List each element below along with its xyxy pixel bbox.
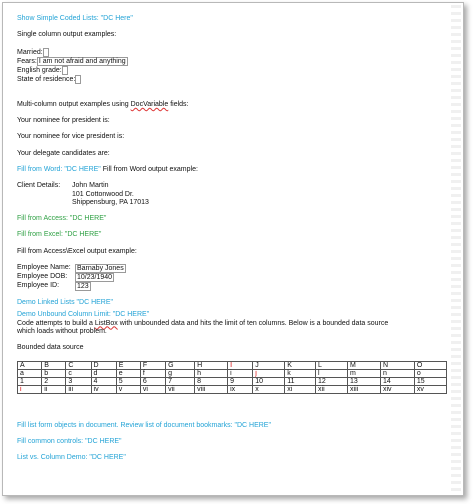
employee-name-row — [17, 264, 447, 273]
fears-row — [17, 57, 447, 66]
table-cell: f — [140, 369, 165, 377]
single-column-intro: Single column output examples: — [17, 31, 117, 39]
delegate-candidates: Your delegate candidates are: — [17, 149, 110, 157]
table-cell: 11 — [285, 377, 316, 385]
table-cell: 7 — [166, 377, 195, 385]
employee-dob-field[interactable]: 10/23/1940 — [77, 274, 113, 282]
table-cell: m — [348, 369, 381, 377]
table-cell: 4 — [91, 377, 116, 385]
table-cell: 10 — [253, 377, 285, 385]
state-label: State of residence: — [17, 76, 76, 84]
document-body — [17, 15, 447, 462]
english-row — [17, 66, 447, 75]
unbound-desc-start: Code attempts to build a — [17, 319, 95, 327]
multi-column-intro — [17, 101, 447, 109]
employee-id-field[interactable]: 123 — [77, 283, 89, 291]
table-cell: v — [116, 385, 140, 393]
table-cell: L — [316, 361, 348, 369]
table-cell: G — [166, 361, 195, 369]
table-cell: 6 — [140, 377, 165, 385]
married-label: Married: — [17, 48, 43, 56]
married-field[interactable] — [43, 48, 49, 57]
employee-name-label: Employee Name: — [17, 264, 71, 272]
docvariable-word: DocVariable — [130, 100, 169, 108]
english-field[interactable] — [62, 66, 68, 75]
unbound-desc-rest: with unbounded data and hits the limit of ten columns. Below is a bounded data source — [117, 319, 389, 327]
nominee-vice-president: Your nominee for vice president is: — [17, 133, 125, 141]
table-cell: 12 — [316, 377, 348, 385]
table-row — [18, 385, 447, 393]
table-cell: xv — [414, 385, 446, 393]
table-cell: i — [18, 385, 42, 393]
table-cell: xiv — [380, 385, 414, 393]
table-cell: 5 — [116, 377, 140, 385]
table-cell: viii — [195, 385, 228, 393]
table-cell: vi — [140, 385, 165, 393]
document-page — [2, 2, 464, 496]
table-cell: vii — [166, 385, 195, 393]
multi-column-suffix: fields: — [168, 100, 189, 108]
fill-from-word-example: Fill from Word output example: — [100, 165, 198, 173]
multi-column-prefix: Multi-column output examples using — [17, 100, 131, 108]
table-cell: H — [195, 361, 228, 369]
unbound-description-1 — [17, 320, 447, 328]
table-cell: j — [253, 369, 285, 377]
table-cell: B — [42, 361, 66, 369]
table-cell: ii — [42, 385, 66, 393]
table-cell: g — [166, 369, 195, 377]
table-row — [18, 377, 447, 385]
table-cell: c — [66, 369, 91, 377]
fill-from-word-link[interactable]: Fill from Word: "DC HERE" — [17, 165, 101, 173]
table-cell: xi — [285, 385, 316, 393]
fill-from-excel-link[interactable]: Fill from Excel: "DC HERE" — [17, 231, 102, 239]
client-line-2: 101 Cottonwood Dr. — [72, 190, 134, 198]
table-cell: M — [348, 361, 381, 369]
table-cell: xiii — [348, 385, 381, 393]
list-vs-column-demo-link[interactable]: List vs. Column Demo: "DC HERE" — [17, 454, 126, 462]
table-cell: 14 — [380, 377, 414, 385]
table-cell: 13 — [348, 377, 381, 385]
table-cell: iv — [91, 385, 116, 393]
table-cell: N — [380, 361, 414, 369]
employee-id-row — [17, 282, 447, 291]
table-cell: J — [253, 361, 285, 369]
fill-from-word-row — [17, 166, 447, 174]
fill-list-form-link[interactable]: Fill list form objects in document. Review list of document bookmarks: "DC HERE" — [17, 421, 271, 429]
table-cell: 9 — [228, 377, 253, 385]
client-line-1: John Martin — [72, 182, 109, 190]
table-cell: ix — [228, 385, 253, 393]
table-cell: 3 — [66, 377, 91, 385]
table-cell: l — [316, 369, 348, 377]
table-cell: xii — [316, 385, 348, 393]
table-cell: E — [116, 361, 140, 369]
state-field[interactable] — [75, 75, 81, 84]
fill-access-excel-example: Fill from Access\Excel output example: — [17, 247, 137, 255]
table-cell: 15 — [414, 377, 446, 385]
table-cell: k — [285, 369, 316, 377]
employee-name-field[interactable]: Barnaby Jones — [77, 265, 124, 273]
table-cell: i — [228, 369, 253, 377]
table-cell: n — [380, 369, 414, 377]
table-cell: 8 — [195, 377, 228, 385]
table-row — [18, 361, 447, 369]
table-cell: K — [285, 361, 316, 369]
client-details — [17, 182, 447, 207]
english-label: English grade: — [17, 67, 62, 75]
listbox-word: ListBox — [94, 319, 118, 327]
nominee-president: Your nominee for president is: — [17, 117, 110, 125]
table-cell: I — [228, 361, 253, 369]
fill-from-access-link[interactable]: Fill from Access: "DC HERE" — [17, 215, 107, 223]
simple-coded-lists-link[interactable]: Show Simple Coded Lists: "DC Here" — [17, 15, 133, 22]
table-cell: iii — [66, 385, 91, 393]
employee-dob-label: Employee DOB: — [17, 273, 68, 281]
employee-id-label: Employee ID: — [17, 282, 60, 290]
fears-field[interactable]: I am not afraid and anything — [38, 57, 126, 65]
table-cell: O — [414, 361, 446, 369]
fill-common-controls-link[interactable]: Fill common controls: "DC HERE" — [17, 437, 122, 445]
table-cell: 2 — [42, 377, 66, 385]
table-cell: o — [414, 369, 446, 377]
table-cell: D — [91, 361, 116, 369]
fears-label: Fears: — [17, 57, 37, 65]
table-cell: F — [140, 361, 165, 369]
table-cell: a — [18, 369, 42, 377]
demo-linked-lists-link[interactable]: Demo Linked Lists "DC HERE" — [17, 299, 114, 307]
married-row — [17, 48, 447, 57]
demo-unbound-column-link[interactable]: Demo Unbound Column Limit: "DC HERE" — [17, 311, 150, 319]
table-cell: d — [91, 369, 116, 377]
bounded-data-table — [17, 361, 447, 394]
client-details-label: Client Details: — [17, 182, 61, 190]
table-cell: e — [116, 369, 140, 377]
employee-dob-row — [17, 273, 447, 282]
table-row — [18, 369, 447, 377]
table-cell: C — [66, 361, 91, 369]
client-details-value[interactable] — [72, 182, 149, 207]
table-cell: h — [195, 369, 228, 377]
table-cell: b — [42, 369, 66, 377]
client-line-3: Shippensburg, PA 17013 — [72, 198, 149, 206]
bounded-data-label: Bounded data source — [17, 344, 84, 352]
table-cell: x — [253, 385, 285, 393]
state-row — [17, 75, 447, 84]
unbound-description-2: which loads without problem. — [17, 327, 107, 335]
table-cell: 1 — [18, 377, 42, 385]
torn-edge — [451, 5, 461, 496]
table-cell: A — [18, 361, 42, 369]
